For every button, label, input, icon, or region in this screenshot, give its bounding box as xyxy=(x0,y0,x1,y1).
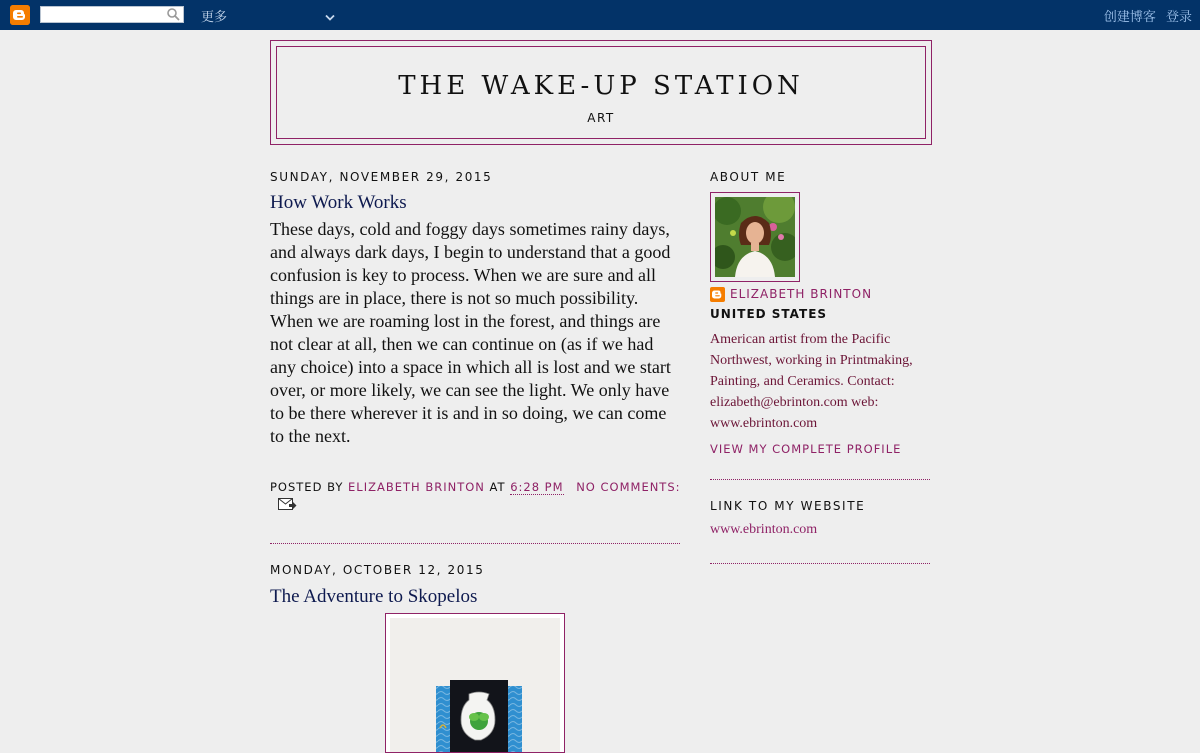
profile-photo[interactable] xyxy=(715,197,795,277)
profile-name-link[interactable]: ELIZABETH BRINTON xyxy=(730,287,873,301)
login-link[interactable]: 登录 xyxy=(1165,10,1192,25)
search-input[interactable] xyxy=(44,9,168,25)
view-complete-profile-link[interactable]: VIEW MY COMPLETE PROFILE xyxy=(710,442,902,456)
blog-header xyxy=(270,40,932,145)
blogger-profile-icon xyxy=(710,287,725,302)
email-post-icon[interactable] xyxy=(278,498,297,516)
at-label: AT xyxy=(489,480,506,494)
website-heading: LINK TO MY WEBSITE xyxy=(710,499,866,513)
post-divider xyxy=(270,543,680,544)
posted-by-label: POSTED BY xyxy=(270,480,344,494)
post-image-frame[interactable] xyxy=(385,613,565,753)
post-title[interactable]: The Adventure to Skopelos xyxy=(270,586,478,607)
post-artwork-image[interactable] xyxy=(390,618,560,752)
chevron-down-icon[interactable] xyxy=(325,9,335,27)
sidebar-divider xyxy=(710,563,930,564)
search-box[interactable] xyxy=(40,6,184,23)
post-footer xyxy=(270,480,690,494)
post-body: These days, cold and foggy days sometimes rainy days, and always dark days, I begin to understand that a good confusion is key to process. When we are sure and all things are in place, there is not so much possibility. When we are roaming lost in the forest, and things are not clear at all, then we can continue on (as if we had any choice) into a space in which all is lost and we start over, or more likely, we can see the light. We only have to be there wherever it is and in so doing, we can come to the next. xyxy=(270,219,671,446)
more-menu[interactable]: 更多 xyxy=(201,10,228,25)
blog-title[interactable]: THE WAKE-UP STATION xyxy=(398,71,804,101)
sidebar-divider xyxy=(710,479,930,480)
search-icon[interactable] xyxy=(167,8,180,26)
post-author-link[interactable]: ELIZABETH BRINTON xyxy=(348,480,485,494)
profile-location: UNITED STATES xyxy=(710,307,828,321)
profile-photo-frame[interactable] xyxy=(710,192,800,282)
post-timestamp-link[interactable]: 6:28 PM xyxy=(510,480,564,494)
create-blog-link[interactable]: 创建博客 xyxy=(1103,10,1156,25)
post-comments-link[interactable]: NO COMMENTS: xyxy=(576,480,681,494)
nav-right-links xyxy=(1098,6,1192,25)
post-title[interactable]: How Work Works xyxy=(270,192,407,213)
profile-description: American artist from the Pacific Northwest, working in Printmaking, Painting, and Ceramics. Contact: elizabeth@ebrinton.com web: www.ebrinton.com xyxy=(710,332,913,431)
blogger-logo-icon[interactable] xyxy=(10,5,30,25)
post-date-header: MONDAY, OCTOBER 12, 2015 xyxy=(270,563,485,577)
post-date-header: SUNDAY, NOVEMBER 29, 2015 xyxy=(270,170,493,184)
blogger-navbar xyxy=(0,0,1200,30)
blog-description: ART xyxy=(587,111,615,125)
blog-header-inner xyxy=(276,46,926,139)
website-link[interactable]: www.ebrinton.com xyxy=(710,522,818,537)
about-me-heading: ABOUT ME xyxy=(710,170,787,184)
